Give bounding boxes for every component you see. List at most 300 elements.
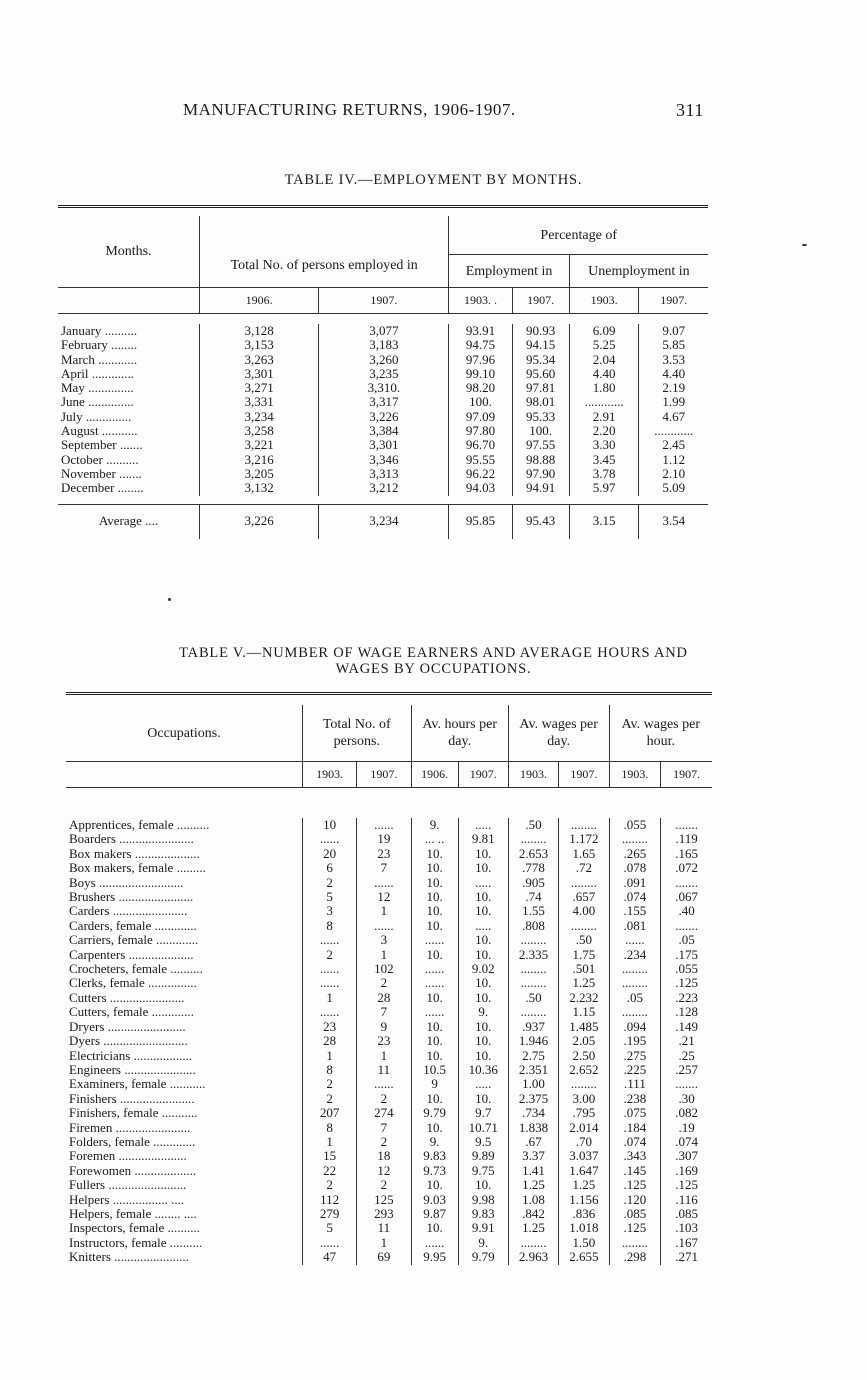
table-cell: 10. (458, 1049, 508, 1063)
table-cell: 7 (357, 861, 411, 875)
table-cell: 3.00 (559, 1092, 609, 1106)
table-row (66, 1106, 712, 1120)
occupation-label: Box makers, female ......... (69, 861, 206, 876)
table-cell: ...... (357, 876, 411, 890)
occupation-label: Carders ....................... (69, 904, 188, 919)
table-cell: 1.838 (508, 1121, 558, 1135)
table-cell: .05 (609, 991, 661, 1005)
table-cell: ...... (411, 962, 458, 976)
t5-year: 1907. (357, 762, 411, 788)
month-label: February ........ (61, 338, 138, 353)
table-cell: 3,235 (319, 367, 449, 381)
table-cell: .082 (661, 1106, 712, 1120)
t4-year: 1903. (569, 288, 639, 314)
table-cell: ...... (411, 1005, 458, 1019)
table-row (66, 1049, 712, 1063)
table-row (66, 904, 712, 918)
occupation-label: Helpers ................. .... (69, 1192, 185, 1207)
occupation-label: Clerks, female ............... (69, 976, 197, 991)
table-cell: 9.02 (458, 962, 508, 976)
table-cell: 18 (357, 1149, 411, 1163)
month-label: March ............ (61, 352, 138, 367)
table-cell: .72 (559, 861, 609, 875)
table-cell: 4.40 (569, 367, 639, 381)
occupation-label: Carders, female ............. (69, 918, 197, 933)
table-cell: 10.36 (458, 1063, 508, 1077)
table-cell: ...... (609, 933, 661, 947)
table-row (58, 367, 708, 381)
table-cell: 1.946 (508, 1034, 558, 1048)
month-label: January .......... (61, 324, 138, 338)
t5-occupations-header: Occupations. (147, 725, 221, 741)
table-cell: 3,258 (200, 424, 319, 438)
table-cell: 10. (458, 991, 508, 1005)
table-cell: ........ (508, 832, 558, 846)
table-cell: 11 (357, 1063, 411, 1077)
t5-year: 1903. (609, 762, 661, 788)
table-cell: 1.08 (508, 1193, 558, 1207)
table-cell: 7 (357, 1005, 411, 1019)
table-cell: 94.75 (449, 338, 512, 352)
table-cell: 6.09 (569, 324, 639, 338)
table-cell: 2 (303, 1092, 357, 1106)
t5-hours-header: Av. hours per day. (411, 705, 508, 762)
table-cell: .21 (661, 1034, 712, 1048)
table-cell: 3.54 (639, 504, 708, 539)
t4-total-header: Total No. of persons employed in (200, 216, 449, 288)
table-cell: .125 (661, 1178, 712, 1192)
table-cell: .74 (508, 890, 558, 904)
table-cell: .40 (661, 904, 712, 918)
table-row (58, 381, 708, 395)
t5-year: 1907. (458, 762, 508, 788)
occupation-label: Helpers, female ........ .... (69, 1206, 197, 1221)
table-cell: .075 (609, 1106, 661, 1120)
table-cell: .055 (661, 962, 712, 976)
table-cell: 2 (357, 1092, 411, 1106)
occupation-label: Boarders ....................... (69, 832, 194, 847)
table-cell: 28 (357, 991, 411, 1005)
t5-wages-day-header: Av. wages per day. (508, 705, 609, 762)
table4-caption: TABLE IV.—EMPLOYMENT BY MONTHS. (284, 172, 583, 188)
table-row (58, 324, 708, 338)
table-cell: 10. (411, 861, 458, 875)
table-cell: 112 (303, 1193, 357, 1207)
month-label: November ....... (61, 466, 142, 481)
table-cell: 9.95 (411, 1250, 458, 1264)
table-cell: 1.25 (559, 1178, 609, 1192)
table-cell: .074 (609, 1135, 661, 1149)
table-cell: 97.55 (512, 438, 569, 452)
table-cell: ...... (303, 832, 357, 846)
table-cell: 1.485 (559, 1020, 609, 1034)
table-cell: 3 (357, 933, 411, 947)
table-cell: ........ (559, 1077, 609, 1091)
table-cell: 2 (357, 976, 411, 990)
table-cell: 94.03 (449, 481, 512, 495)
table-cell: 3,301 (319, 438, 449, 452)
table-row (66, 1092, 712, 1106)
running-title: MANUFACTURING RETURNS, 1906-1907. (183, 100, 516, 119)
table-cell: 10. (411, 1178, 458, 1192)
table-cell: .19 (661, 1121, 712, 1135)
month-label: May .............. (61, 381, 134, 396)
table-cell: 3,077 (319, 324, 449, 338)
table-cell: .072 (661, 861, 712, 875)
table-row (66, 876, 712, 890)
table-cell: ............ (569, 395, 639, 409)
occupation-label: Boys .......................... (69, 875, 184, 890)
table-cell: 12 (357, 1164, 411, 1178)
table-cell: 3,216 (200, 453, 319, 467)
table-row (66, 832, 712, 846)
table-cell: 10. (411, 1221, 458, 1235)
table-cell: 12 (357, 890, 411, 904)
table-cell: 3,346 (319, 453, 449, 467)
table-cell: 98.01 (512, 395, 569, 409)
table-cell: .795 (559, 1106, 609, 1120)
t5-year: 1903. (508, 762, 558, 788)
table-cell: 8 (303, 919, 357, 933)
table-cell: 99.10 (449, 367, 512, 381)
table-cell: 3.30 (569, 438, 639, 452)
average-label: Average .... (58, 504, 200, 539)
table-cell: 6 (303, 861, 357, 875)
table-cell: 5.25 (569, 338, 639, 352)
table-cell: .50 (559, 933, 609, 947)
table-cell: 207 (303, 1106, 357, 1120)
table-cell: 2 (303, 1077, 357, 1091)
table-row (66, 1250, 712, 1264)
table-cell: 10. (411, 847, 458, 861)
table-cell: .265 (609, 847, 661, 861)
table-cell: 2 (357, 1135, 411, 1149)
table-cell: 1.12 (639, 453, 708, 467)
table-cell: 97.96 (449, 353, 512, 367)
table-cell: 293 (357, 1207, 411, 1221)
table-cell: 10. (411, 876, 458, 890)
occupation-label: Examiners, female ........... (69, 1077, 206, 1092)
table-cell: 9.07 (639, 324, 708, 338)
table-cell: 10. (411, 904, 458, 918)
table-cell: ...... (303, 933, 357, 947)
table-cell: ....... (661, 876, 712, 890)
table-cell: 1.99 (639, 395, 708, 409)
table-cell: .078 (609, 861, 661, 875)
t5-year: 1907. (661, 762, 712, 788)
table-cell: 23 (303, 1020, 357, 1034)
table-cell: 3,310. (319, 381, 449, 395)
table-cell: 95.43 (512, 504, 569, 539)
table-row (66, 1005, 712, 1019)
table-cell: 10. (458, 847, 508, 861)
table-cell: 1.25 (508, 1221, 558, 1235)
table-row (66, 1236, 712, 1250)
table-cell: 28 (303, 1034, 357, 1048)
month-label: July .............. (61, 409, 132, 424)
table-row (66, 1121, 712, 1135)
table-cell: 2.652 (559, 1063, 609, 1077)
table-cell: 9.81 (458, 832, 508, 846)
table-row (66, 1207, 712, 1221)
table-cell: 9 (357, 1020, 411, 1034)
table-cell: .165 (661, 847, 712, 861)
table-row (58, 338, 708, 352)
table-cell: 9. (411, 818, 458, 832)
table-cell: 102 (357, 962, 411, 976)
table-cell: .808 (508, 919, 558, 933)
table-cell: 10. (458, 1020, 508, 1034)
table-cell: 9.79 (458, 1250, 508, 1264)
occupation-label: Electricians .................. (69, 1048, 193, 1063)
table-cell: 4.67 (639, 410, 708, 424)
table-row (66, 847, 712, 861)
table-cell: 2.04 (569, 353, 639, 367)
table-cell: 7 (357, 1121, 411, 1135)
t4-year: 1907. (639, 288, 708, 314)
t4-year: 1906. (200, 288, 319, 314)
table-cell: 94.15 (512, 338, 569, 352)
table-cell: .169 (661, 1164, 712, 1178)
table-cell: 1.50 (559, 1236, 609, 1250)
table-cell: 94.91 (512, 481, 569, 495)
table-cell: ........ (508, 962, 558, 976)
table-cell: .937 (508, 1020, 558, 1034)
occupation-label: Finishers, female ........... (69, 1106, 198, 1121)
table-cell: 10. (458, 1092, 508, 1106)
table-cell: .125 (609, 1178, 661, 1192)
table-cell: 8 (303, 1063, 357, 1077)
table-cell: 9.87 (411, 1207, 458, 1221)
table-cell: 3,301 (200, 367, 319, 381)
t4-percentage-header: Percentage of (449, 216, 708, 255)
table-cell: 47 (303, 1250, 357, 1264)
table-cell: .167 (661, 1236, 712, 1250)
table-cell: .067 (661, 890, 712, 904)
table-cell: ........ (609, 1005, 661, 1019)
occupation-label: Foremen ..................... (69, 1149, 187, 1164)
table-cell: ..... (458, 818, 508, 832)
table-cell: ...... (357, 818, 411, 832)
occupation-label: Finishers ....................... (69, 1091, 195, 1106)
occupation-label: Engineers ...................... (69, 1062, 196, 1077)
table-cell: ....... (661, 818, 712, 832)
table-cell: .155 (609, 904, 661, 918)
table-cell: .842 (508, 1207, 558, 1221)
table-cell: .25 (661, 1049, 712, 1063)
table-cell: 3,226 (319, 410, 449, 424)
table-cell: 3.78 (569, 467, 639, 481)
occupation-label: Brushers ....................... (69, 890, 194, 905)
table-cell: 1 (357, 1049, 411, 1063)
table-cell: 1.172 (559, 832, 609, 846)
table-cell: .70 (559, 1135, 609, 1149)
table5-caption-line1: TABLE V.—NUMBER OF WAGE EARNERS AND AVERAGE HOURS AND (179, 645, 688, 661)
table-cell: 1.25 (508, 1178, 558, 1192)
occupation-label: Crocheters, female .......... (69, 962, 203, 977)
table-cell: 1 (303, 1049, 357, 1063)
table-row (66, 919, 712, 933)
table-cell: .094 (609, 1020, 661, 1034)
average-row (58, 504, 708, 539)
table-cell: .085 (661, 1207, 712, 1221)
table-cell: 2.10 (639, 467, 708, 481)
table-row (66, 1149, 712, 1163)
table-row (58, 453, 708, 467)
table-cell: 2.05 (559, 1034, 609, 1048)
table-row (58, 467, 708, 481)
table-cell: 93.91 (449, 324, 512, 338)
t5-year: 1906. (411, 762, 458, 788)
table-cell: .734 (508, 1106, 558, 1120)
table-cell: 97.81 (512, 381, 569, 395)
table-cell: 9.75 (458, 1164, 508, 1178)
table-cell: ...... (303, 976, 357, 990)
table-row (66, 948, 712, 962)
table-cell: .307 (661, 1149, 712, 1163)
table-cell: 3,183 (319, 338, 449, 352)
table-cell: 10. (458, 904, 508, 918)
table-cell: .175 (661, 948, 712, 962)
table-cell: 9.5 (458, 1135, 508, 1149)
table-cell: ........ (609, 976, 661, 990)
table-cell: ............ (639, 424, 708, 438)
table-cell: 98.88 (512, 453, 569, 467)
table-cell: 10. (411, 1020, 458, 1034)
table-cell: 5 (303, 890, 357, 904)
table-cell: .074 (661, 1135, 712, 1149)
table-cell: ...... (357, 1077, 411, 1091)
t5-total-header: Total No. of persons. (303, 705, 412, 762)
table-cell: ........ (559, 919, 609, 933)
table-cell: 9.89 (458, 1149, 508, 1163)
table-cell: 3,260 (319, 353, 449, 367)
table-cell: .271 (661, 1250, 712, 1264)
table-cell: 4.00 (559, 904, 609, 918)
table-cell: 9. (458, 1005, 508, 1019)
table-cell: 9. (411, 1135, 458, 1149)
table-cell: ........ (609, 962, 661, 976)
table-cell: 10. (411, 919, 458, 933)
table-cell: 1 (357, 1236, 411, 1250)
table-cell: 1 (303, 1135, 357, 1149)
table-cell: .298 (609, 1250, 661, 1264)
table-cell: 2 (357, 1178, 411, 1192)
table-cell: ...... (411, 976, 458, 990)
table-cell: .125 (661, 976, 712, 990)
t4-months-header: Months. (105, 244, 152, 259)
table-cell: 10. (411, 890, 458, 904)
table-cell: 1.75 (559, 948, 609, 962)
occupation-label: Inspectors, female .......... (69, 1221, 201, 1236)
table-cell: 95.60 (512, 367, 569, 381)
table-cell: 97.90 (512, 467, 569, 481)
table-cell: 1.41 (508, 1164, 558, 1178)
table-cell: ...... (303, 962, 357, 976)
table-cell: 10. (458, 948, 508, 962)
table-cell: 10 (303, 818, 357, 832)
table-cell: 100. (449, 395, 512, 409)
table-cell: 3,221 (200, 438, 319, 452)
table-cell: .055 (609, 818, 661, 832)
table-cell: 3.53 (639, 353, 708, 367)
table-cell: 1.15 (559, 1005, 609, 1019)
table-cell: 10. (411, 1049, 458, 1063)
table-cell: .085 (609, 1207, 661, 1221)
table-cell: 3,271 (200, 381, 319, 395)
table-cell: .657 (559, 890, 609, 904)
table-row (66, 1164, 712, 1178)
table-cell: .778 (508, 861, 558, 875)
table-cell: .05 (661, 933, 712, 947)
table-cell: 3,313 (319, 467, 449, 481)
month-label: October .......... (61, 452, 139, 467)
table-cell: 8 (303, 1121, 357, 1135)
table-cell: ........ (508, 976, 558, 990)
table-cell: .195 (609, 1034, 661, 1048)
table-cell: ........ (508, 1005, 558, 1019)
table-cell: 95.33 (512, 410, 569, 424)
table-cell: 20 (303, 847, 357, 861)
table-row (66, 861, 712, 875)
table-cell: ...... (357, 919, 411, 933)
occupation-label: Carriers, female ............. (69, 933, 199, 948)
t4-unemployment-header: Unemployment in (569, 255, 708, 288)
table-cell: .149 (661, 1020, 712, 1034)
table-cell: 2.75 (508, 1049, 558, 1063)
table-cell: 2.50 (559, 1049, 609, 1063)
table-row (66, 1178, 712, 1192)
table-cell: .145 (609, 1164, 661, 1178)
table-cell: 3,263 (200, 353, 319, 367)
table-cell: 3,234 (319, 504, 449, 539)
table-cell: 10. (458, 861, 508, 875)
occupation-label: Knitters ....................... (69, 1250, 189, 1265)
t4-employment-header: Employment in (449, 255, 569, 288)
table-cell: .119 (661, 832, 712, 846)
table-cell: ...... (303, 1005, 357, 1019)
table-cell: 5 (303, 1221, 357, 1235)
table-row (66, 962, 712, 976)
table-cell: .50 (508, 818, 558, 832)
table-cell: 1.25 (559, 976, 609, 990)
table-cell: 2.653 (508, 847, 558, 861)
table-cell: .125 (609, 1221, 661, 1235)
table-cell: .225 (609, 1063, 661, 1077)
table-cell: 10. (458, 890, 508, 904)
t5-wages-hour-header: Av. wages per hour. (609, 705, 712, 762)
table-cell: ... .. (411, 832, 458, 846)
table5 (66, 692, 712, 1265)
table-cell: 9.73 (411, 1164, 458, 1178)
table-cell: 3,128 (200, 324, 319, 338)
table-cell: 1 (357, 948, 411, 962)
table-cell: ..... (458, 876, 508, 890)
table-cell: .501 (559, 962, 609, 976)
occupation-label: Cutters, female ............. (69, 1005, 194, 1020)
table-cell: 2.014 (559, 1121, 609, 1135)
table-cell: 22 (303, 1164, 357, 1178)
table-row (66, 1020, 712, 1034)
table-cell: 1.65 (559, 847, 609, 861)
table-cell: ........ (559, 876, 609, 890)
table-row (66, 1193, 712, 1207)
table-cell: 5.85 (639, 338, 708, 352)
table-cell: .111 (609, 1077, 661, 1091)
table-cell: 95.55 (449, 453, 512, 467)
table-cell: ...... (303, 1236, 357, 1250)
table-cell: 2.20 (569, 424, 639, 438)
